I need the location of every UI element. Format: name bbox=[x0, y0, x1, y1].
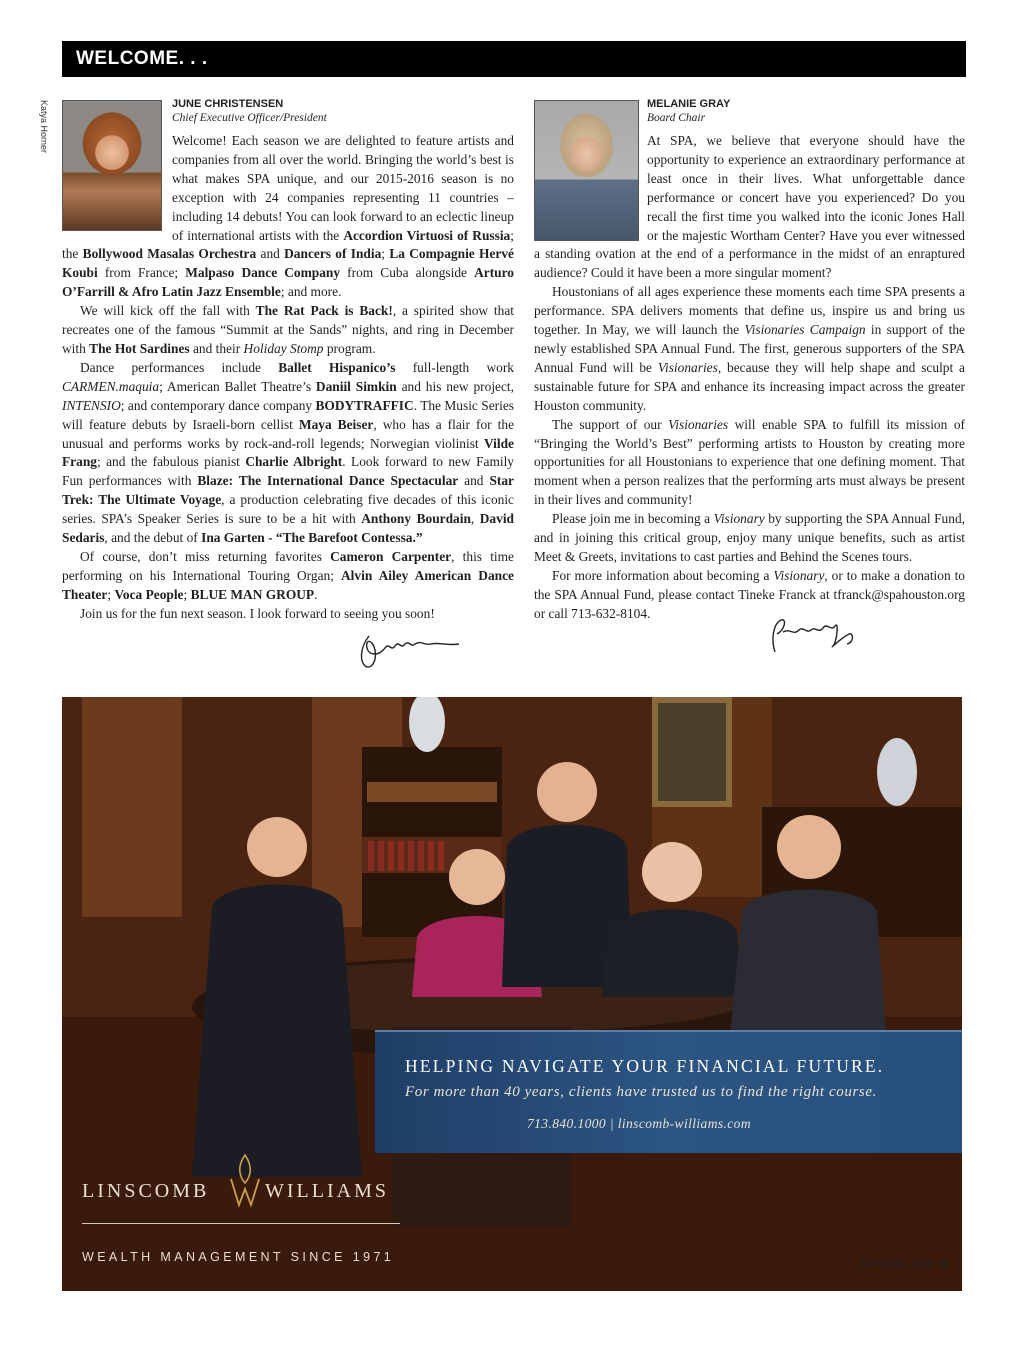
page-number: 9 bbox=[940, 1257, 947, 1271]
emphasis-bold: Alvin Ailey American Dance Theater bbox=[62, 567, 514, 602]
emphasis-bold: David Sedaris bbox=[62, 511, 514, 546]
ad-tagline: WEALTH MANAGEMENT SINCE 1971 bbox=[82, 1250, 395, 1264]
brand-divider bbox=[82, 1223, 400, 1224]
letter-paragraph: Please join me in becoming a Visionary by supporting the SPA Annual Fund, and in joining this critical group, enjoy many unique benefits, such as artist Meet & Greets, invitations to cast parties and Behind the Scenes tours. bbox=[534, 511, 965, 564]
chair-name: MELANIE GRAY bbox=[647, 98, 731, 110]
chair-role: Board Chair bbox=[647, 112, 706, 124]
emphasis-italic: Visionaries bbox=[657, 359, 718, 375]
page-footer bbox=[860, 1257, 947, 1271]
letter-paragraph: Of course, don’t miss returning favorites Cameron Carpenter, this time performing on his International Touring Organ; Alvin Ailey American Dance Theater; Voca People; BLUE MAN GROUP. bbox=[62, 548, 514, 602]
emphasis-bold: Blaze: The International Dance Spectacular bbox=[197, 473, 459, 489]
section-banner bbox=[62, 41, 966, 77]
letter-paragraph: Join us for the fun next season. I look forward to seeing you soon! bbox=[80, 605, 435, 621]
letter-paragraph: For more information about becoming a Visionary, or to make a donation to the SPA Annual Fund, please contact Tineke Franck at tfranck@spahouston.org or call 713-632-8104. bbox=[534, 567, 965, 621]
letter-paragraph: We will kick off the fall with The Rat Pack is Back!, a spirited show that recreates one of the famous “Summit at the Sands” nights, and ring in December with The Hot Sardines and their Holiday Stomp program. bbox=[62, 303, 515, 356]
chair-signature bbox=[763, 612, 863, 658]
ceo-role: Chief Executive Officer/President bbox=[172, 112, 327, 124]
emphasis-bold: Charlie Albright bbox=[245, 454, 343, 470]
emphasis-bold: La Compagnie Hervé Koubi bbox=[62, 246, 514, 281]
advertisement bbox=[62, 697, 962, 1291]
emphasis-bold: BLUE MAN GROUP bbox=[190, 586, 315, 602]
emphasis-italic: Visionary bbox=[773, 567, 825, 583]
letter-paragraph: Welcome! Each season we are delighted to feature artists and companies from all over the world. Bringing the world’s best is what makes SPA unique, and our 2015-2016 season is no exception with 24 companies representing 11 countries – including 14 debuts! You can look forward to an eclectic lineup of international artists with the Accordion Virtuosi of Russia; the Bollywood Masalas Orchestra and Dancers of India; La Compagnie Hervé Koubi from France; Malpaso Dance Company from Cuba alongside Arturo O’Farrill & Afro Latin Jazz Ensemble; and more. bbox=[62, 133, 514, 300]
ad-contact: 713.840.1000 | linscomb-williams.com bbox=[527, 1116, 751, 1131]
emphasis-italic: Holiday Stomp bbox=[243, 340, 324, 356]
emphasis-italic: Visionary bbox=[713, 511, 765, 527]
ad-brand-left: LINSCOMB bbox=[82, 1180, 210, 1202]
emphasis-bold: Star Trek: The Ultimate Voyage bbox=[62, 473, 514, 508]
emphasis-bold: Voca People bbox=[114, 586, 184, 602]
emphasis-italic: CARMEN.maquia bbox=[62, 378, 160, 394]
emphasis-italic: Visionaries bbox=[668, 416, 729, 432]
emphasis-bold: Ballet Hispanico’s bbox=[278, 359, 396, 375]
emphasis-italic: Visionaries Campaign bbox=[744, 322, 866, 338]
letter-paragraph: At SPA, we believe that everyone should have the opportunity to experience an extraordinary performance at least once in their lives. What unforgettable dance performance or concert have you experienced? Do you recall the first time you walked into the iconic Jones Hall or the majestic Wortham Center? Have you ever witnessed a standing ovation at the end of a performance in the midst of an enraptured audience? Could it have been a more singular moment? bbox=[534, 133, 965, 281]
emphasis-bold: Cameron Carpenter bbox=[330, 548, 452, 564]
ceo-name: JUNE CHRISTENSEN bbox=[172, 98, 284, 110]
emphasis-bold: Ina Garten - “The Barefoot Contessa.” bbox=[201, 530, 423, 546]
emphasis-bold: Daniil Simkin bbox=[315, 378, 397, 394]
photo-credit: Katya Horner bbox=[39, 100, 49, 154]
issue-label: SPRING 2015 bbox=[860, 1257, 937, 1271]
emphasis-bold: Vilde Frang bbox=[62, 435, 514, 470]
ad-brand-right: WILLIAMS bbox=[265, 1180, 389, 1202]
emphasis-bold: The Hot Sardines bbox=[89, 340, 190, 356]
chair-portrait-photo bbox=[534, 100, 639, 241]
letter-paragraph: The support of our Visionaries will enable SPA to fulfill its mission of “Bringing the World’s Best” performing artists to Houston by creating more opportunities for all Houstonians to experience that one defining moment. That moment when a person realizes that the performing arts must always be present in their lives and community! bbox=[534, 416, 965, 508]
ceo-letter bbox=[62, 97, 514, 624]
letter-paragraph: Houstonians of all ages experience these moments each time SPA presents a performance. SPA delivers moments that define us, inspire us and bring us together. In May, we will launch the Visionaries Campaign in support of the newly established SPA Annual Fund. The first, generous supporters of the SPA Annual Fund will be Visionaries, because they will help shape and sculpt a sustainable future for SPA and enhance its increasing impact across the greater Houston community. bbox=[534, 284, 966, 413]
emphasis-bold: Maya Beiser bbox=[298, 416, 374, 432]
ad-headline: HELPING NAVIGATE YOUR FINANCIAL FUTURE. bbox=[405, 1056, 885, 1076]
emphasis-bold: Bollywood Masalas Orchestra bbox=[82, 246, 257, 262]
emphasis-bold: Anthony Bourdain bbox=[361, 511, 471, 527]
chair-letter bbox=[534, 97, 965, 624]
letter-paragraph: Dance performances include Ballet Hispanico’s full-length work CARMEN.maquia; American Ballet Theatre’s Daniil Simkin and his new project, INTENSIO; and contemporary dance company BODYTRAFFIC. The Music Series will feature debuts by Israeli-born cellist Maya Beiser, who has a flair for the unusual and performs works by rock-and-roll legends; Norwegian violinist Vilde Frang; and the fabulous pianist Charlie Albright. Look forward to new Family Fun performances with Blaze: The International Dance Spectacular and Star Trek: The Ultimate Voyage, a production celebrating five decades of this iconic series. SPA’s Speaker Series is sure to be a hit with Anthony Bourdain, David Sedaris, and the debut of Ina Garten - “The Barefoot Contessa.” bbox=[62, 359, 515, 546]
section-title: WELCOME. . . bbox=[76, 48, 208, 69]
brand-logo-mark-icon bbox=[228, 1153, 262, 1209]
emphasis-italic: INTENSIO bbox=[62, 397, 121, 413]
emphasis-bold: Arturo O’Farrill & Afro Latin Jazz Ensemble bbox=[62, 265, 514, 300]
emphasis-bold: Malpaso Dance Company bbox=[185, 265, 341, 281]
emphasis-bold: Accordion Virtuosi of Russia bbox=[343, 227, 511, 243]
emphasis-bold: The Rat Pack is Back! bbox=[255, 303, 393, 319]
emphasis-bold: BODYTRAFFIC bbox=[315, 397, 414, 413]
emphasis-bold: Dancers of India bbox=[284, 246, 382, 262]
ad-subhead: For more than 40 years, clients have trusted us to find the right course. bbox=[405, 1084, 877, 1100]
ceo-signature bbox=[355, 626, 465, 672]
ceo-portrait-photo bbox=[62, 100, 162, 231]
